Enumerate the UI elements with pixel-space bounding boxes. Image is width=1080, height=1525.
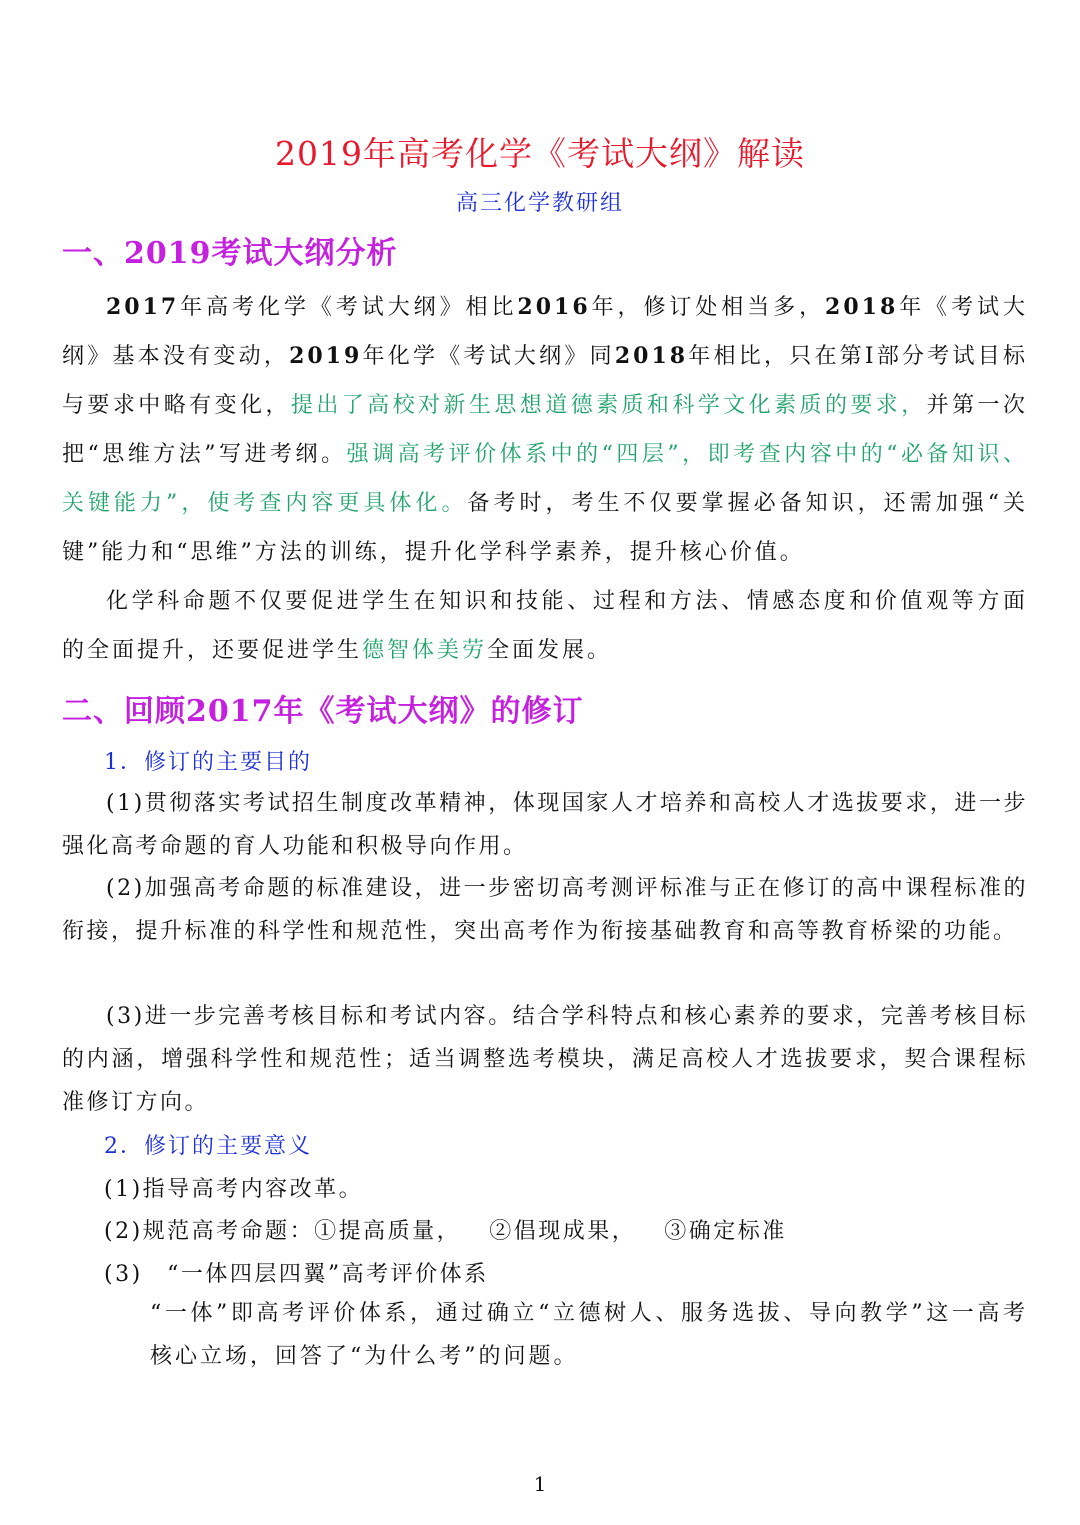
meaning-item-2: (2)规范高考命题：①提高质量， ②倡现成果， ③确定标准 <box>104 1219 787 1244</box>
page-number: 1 <box>533 1472 547 1496</box>
meaning-item-1: (1)指导高考内容改革。 <box>104 1177 364 1202</box>
author-group: 高三化学教研组 <box>455 191 624 216</box>
page-title: 2019年高考化学《考试大纲》解读 <box>275 134 805 173</box>
subsection-1-heading: 1．修订的主要目的 <box>104 750 312 775</box>
highlight-requirement: 提出了高校对新生思想道德素质和科学文化素质的要求， <box>290 393 927 418</box>
subsection-2-heading: 2．修订的主要意义 <box>104 1134 312 1159</box>
purpose-item-1: (1)贯彻落实考试招生制度改革精神，体现国家人才培养和高校人才选拔要求，进一步强化高考命题的育人功能和积极导向作用。 <box>62 791 1028 859</box>
meaning-item-3: (3) “一体四层四翼”高考评价体系 <box>104 1262 489 1287</box>
section-1-paragraph-2: 化学科命题不仅要促进学生在知识和技能、过程和方法、情感态度和价值观等方面的全面提升，还要促进学生德智体美劳全面发展。 <box>62 589 1028 663</box>
highlight-five-aspects: 德智体美劳 <box>362 638 488 663</box>
purpose-item-3: (3)进一步完善考核目标和考试内容。结合学科特点和核心素养的要求，完善考核目标的内涵，增强科学性和规范性；适当调整选考模块，满足高校人才选拔要求，契合课程标准修订方向。 <box>62 1004 1028 1115</box>
year-2017: 2017 <box>106 294 180 320</box>
section-2-heading: 二、回顾2017年《考试大纲》的修订 <box>62 694 584 729</box>
purpose-item-2: (2)加强高考命题的标准建设，进一步密切高考测评标准与正在修订的高中课程标准的衔接，提升标准的科学性和规范性，突出高考作为衔接基础教育和高等教育桥梁的功能。 <box>62 876 1028 944</box>
meaning-item-3-text: “一体”即高考评价体系，通过确立“立德树人、服务选拔、导向教学”这一高考核心立场，回答了“为什么考”的问题。 <box>150 1301 1028 1369</box>
section-1-paragraph-1: 2017年高考化学《考试大纲》相比2016年，修订处相当多，2018年《考试大纲》基本没有变动，2019年化学《考试大纲》同2018年相比，只在第Ⅰ部分考试目标与要求中略有变化，提出了高校对新生思想道德素质和科学文化素质的要求，并第一次把“思维方法”写进考纲。强调高考评价体系中的“四层”，即考查内容中的“必备知识、关键能力”，使考查内容更具体化。备考时，考生不仅要掌握必备知识，还需加强“关键”能力和“思维”方法的训练，提升化学科学素养，提升核心价值。 <box>62 294 1029 565</box>
section-1-heading: 一、2019考试大纲分析 <box>62 236 398 271</box>
highlight-four-levels: 强调高考评价体系中的“四层”，即考查内容中的“必备知识、关键能力”，使考查内容更具体化。 <box>62 442 1028 516</box>
